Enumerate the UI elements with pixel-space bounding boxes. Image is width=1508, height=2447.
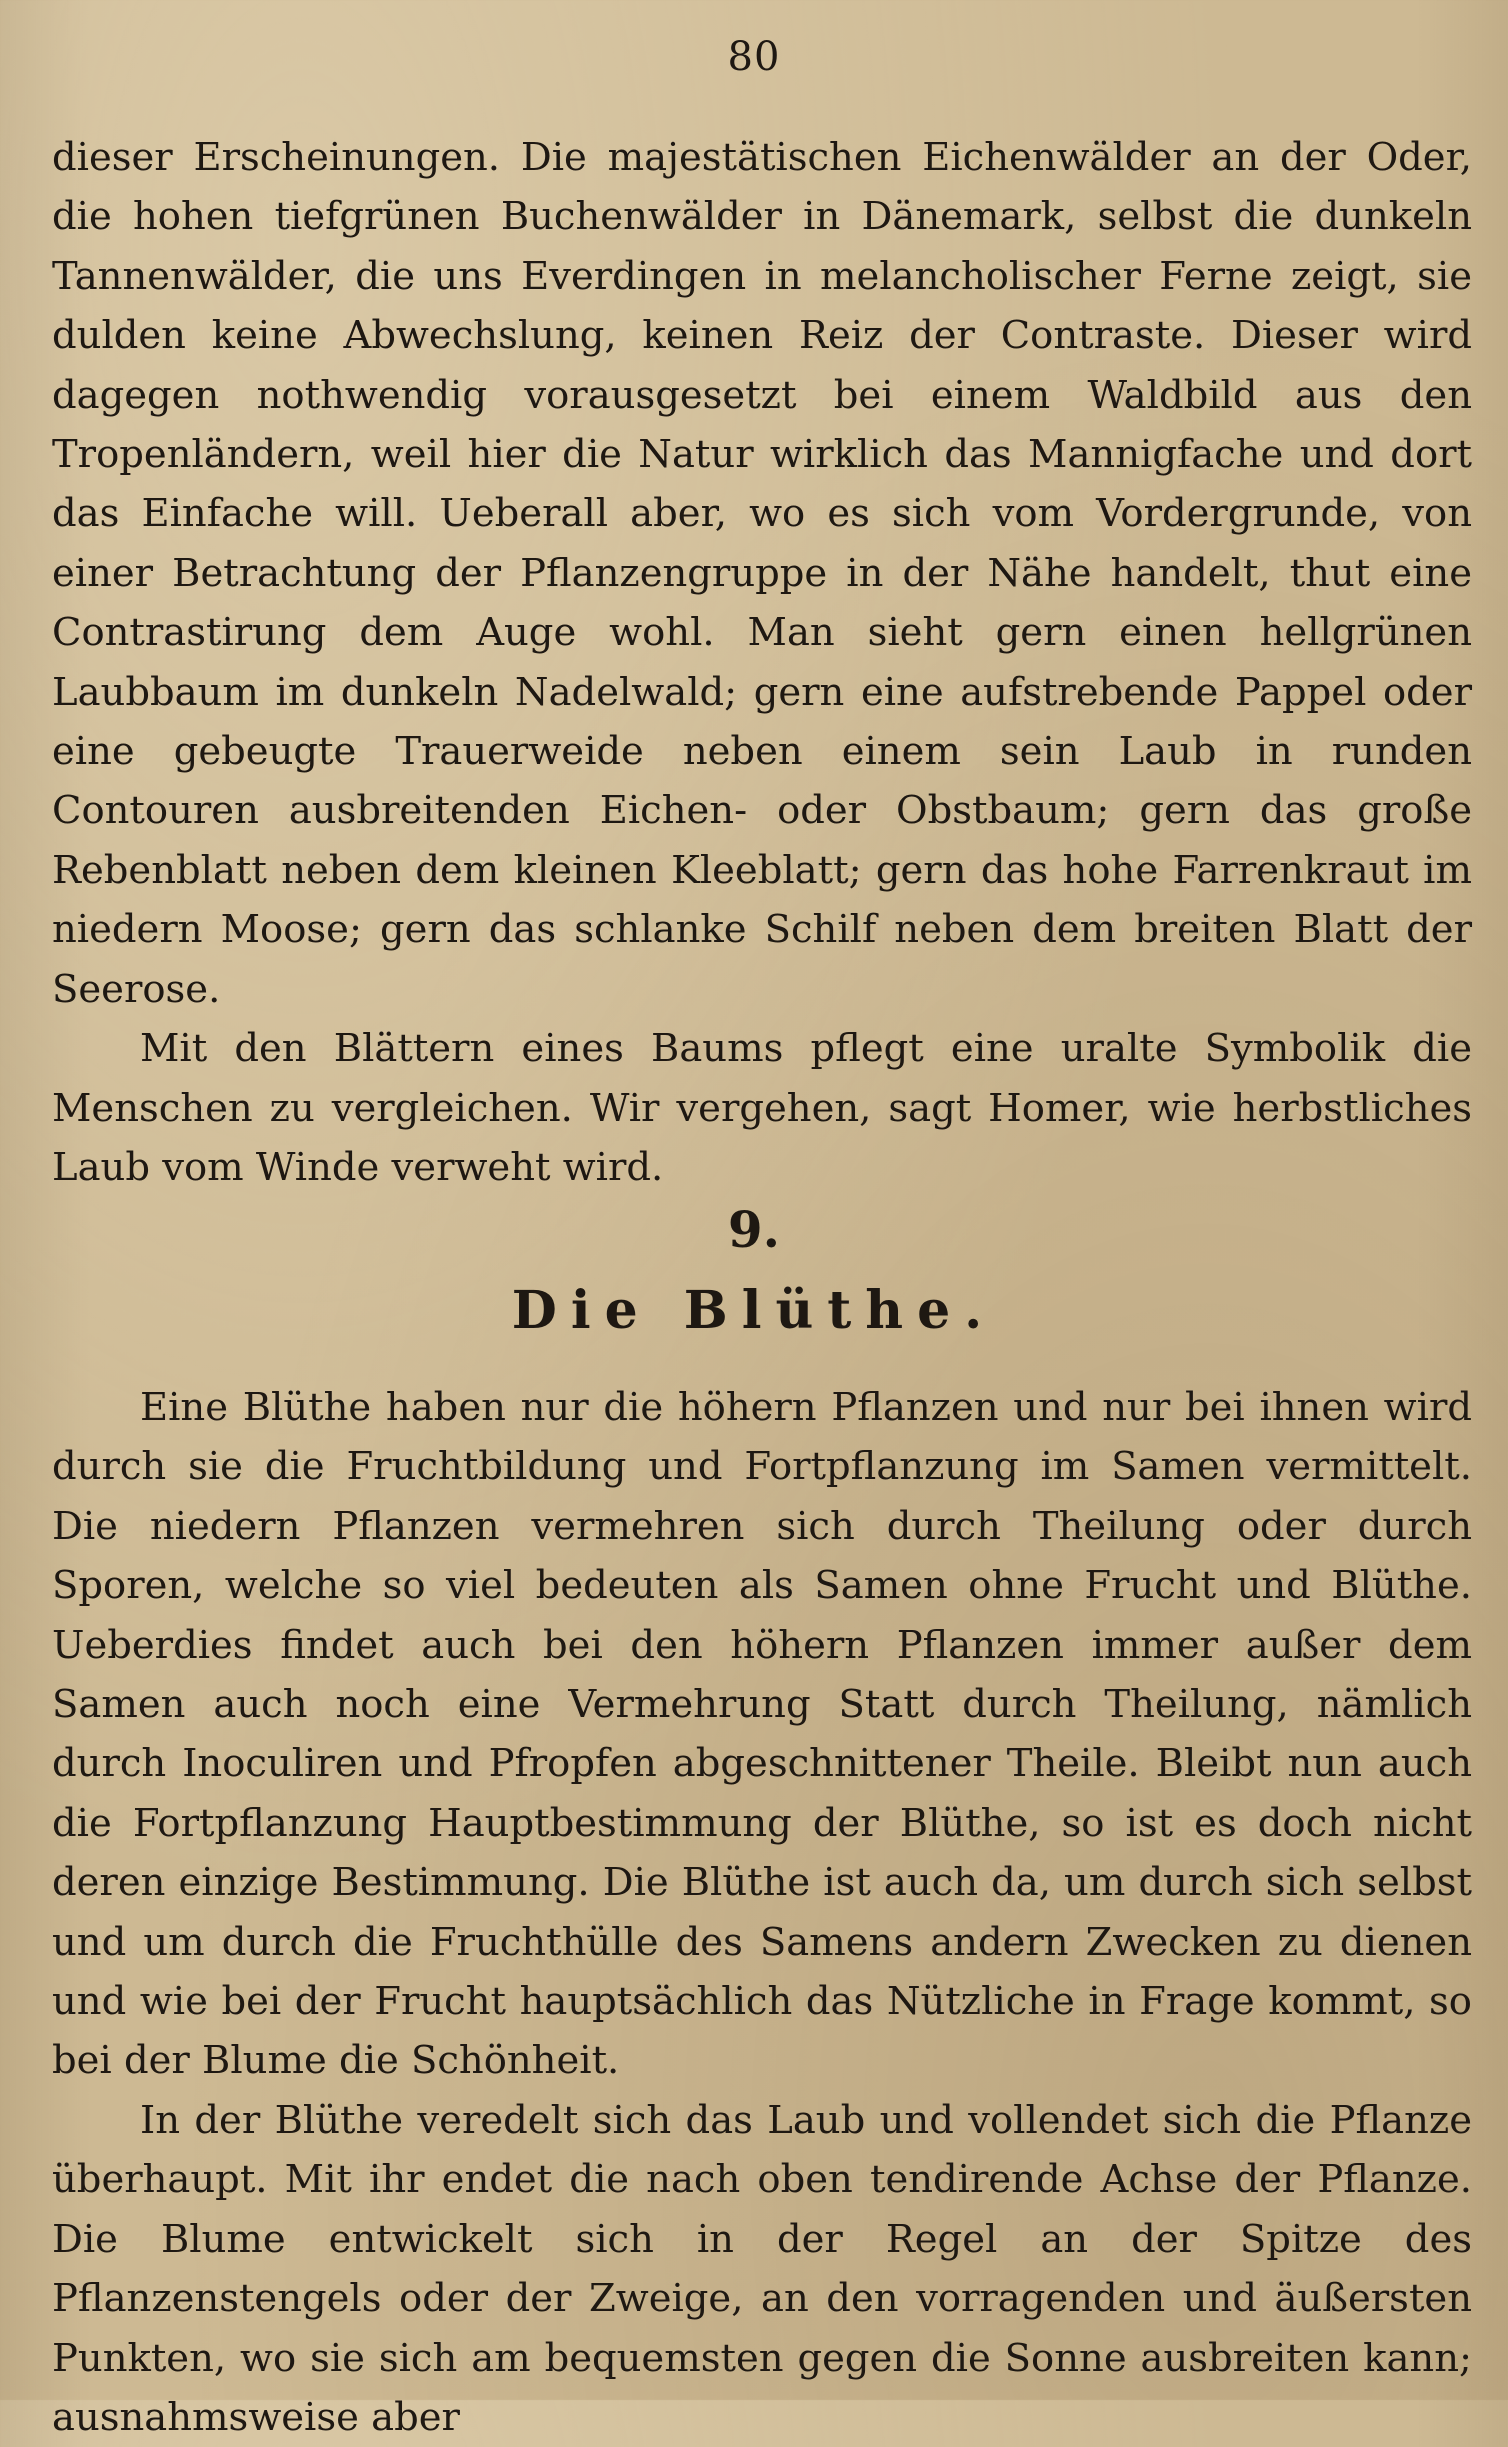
paragraph-contrasts: dieser Erscheinungen. Die majestätischen Eichenwälder an der Oder, die hohen tiefgrünen Buchenwälder in Dänemark, selbst die dunkeln Tannenwälder, die uns Everdingen in melancholischer Ferne zeigt, sie dulden keine Abwechslung, keinen Reiz der Contraste. Dieser wird dagegen nothwendig vorausgesetzt bei einem Waldbild aus den Tropenländern, weil hier die Natur wirklich das Mannigfache und dort das Einfache will. Ueberall aber, wo es sich vom Vordergrunde, von einer Betrachtung der Pflanzengruppe in der Nähe handelt, thut eine Contrastirung dem Auge wohl. Man sieht gern einen hellgrünen Laubbaum im dunkeln Nadelwald; gern eine aufstrebende Pappel oder eine gebeugte Trauerweide neben einem sein Laub in runden Contouren ausbreitenden Eichen- oder Obstbaum; gern das große Rebenblatt neben dem kleinen Kleeblatt; gern das hohe Farrenkraut im niedern Moose; gern das schlanke Schilf neben dem breiten Blatt der Seerose. xyxy=(52,135,1472,1012)
section-title: Die Blüthe. xyxy=(511,1280,997,1341)
section-text-block xyxy=(52,1378,1472,2447)
paragraph-symbolism: Mit den Blättern eines Baums pflegt eine uralte Symbolik die Menschen zu vergleichen. Wir vergehen, sagt Homer, wie herbstliches Laub vom Winde verweht wird. xyxy=(52,1026,1472,1190)
continued-text-block xyxy=(52,128,1472,1197)
paragraph-blossom-reproduction: Eine Blüthe haben nur die höhern Pflanzen und nur bei ihnen wird durch sie die Fruchtbildung und Fortpflanzung im Samen vermittelt. Die niedern Pflanzen vermehren sich durch Theilung oder durch Sporen, welche so viel bedeuten als Samen ohne Frucht und Blüthe. Ueberdies findet auch bei den höhern Pflanzen immer außer dem Samen auch noch eine Vermehrung Statt durch Theilung, nämlich durch Inoculiren und Pfropfen abgeschnittener Theile. Bleibt nun auch die Fortpflanzung Hauptbestimmung der Blüthe, so ist es doch nicht deren einzige Bestimmung. Die Blüthe ist auch da, um durch sich selbst und um durch die Fruchthülle des Samens andern Zwecken zu dienen und wie bei der Frucht hauptsächlich das Nützliche in Frage kommt, so bei der Blume die Schönheit. xyxy=(52,1385,1472,2084)
paragraph-blossom-position: In der Blüthe veredelt sich das Laub und vollendet sich die Pflanze überhaupt. Mit ihr endet die nach oben tendirende Achse der Pflanze. Die Blume entwickelt sich in der Regel an der Spitze des Pflanzenstengels oder der Zweige, an den vorragenden und äußersten Punkten, wo sie sich am bequemsten gegen die Sonne ausbreiten kann; ausnahmsweise aber xyxy=(52,2097,1472,2440)
page-number: 80 xyxy=(727,34,781,80)
section-number: 9. xyxy=(727,1200,781,1259)
